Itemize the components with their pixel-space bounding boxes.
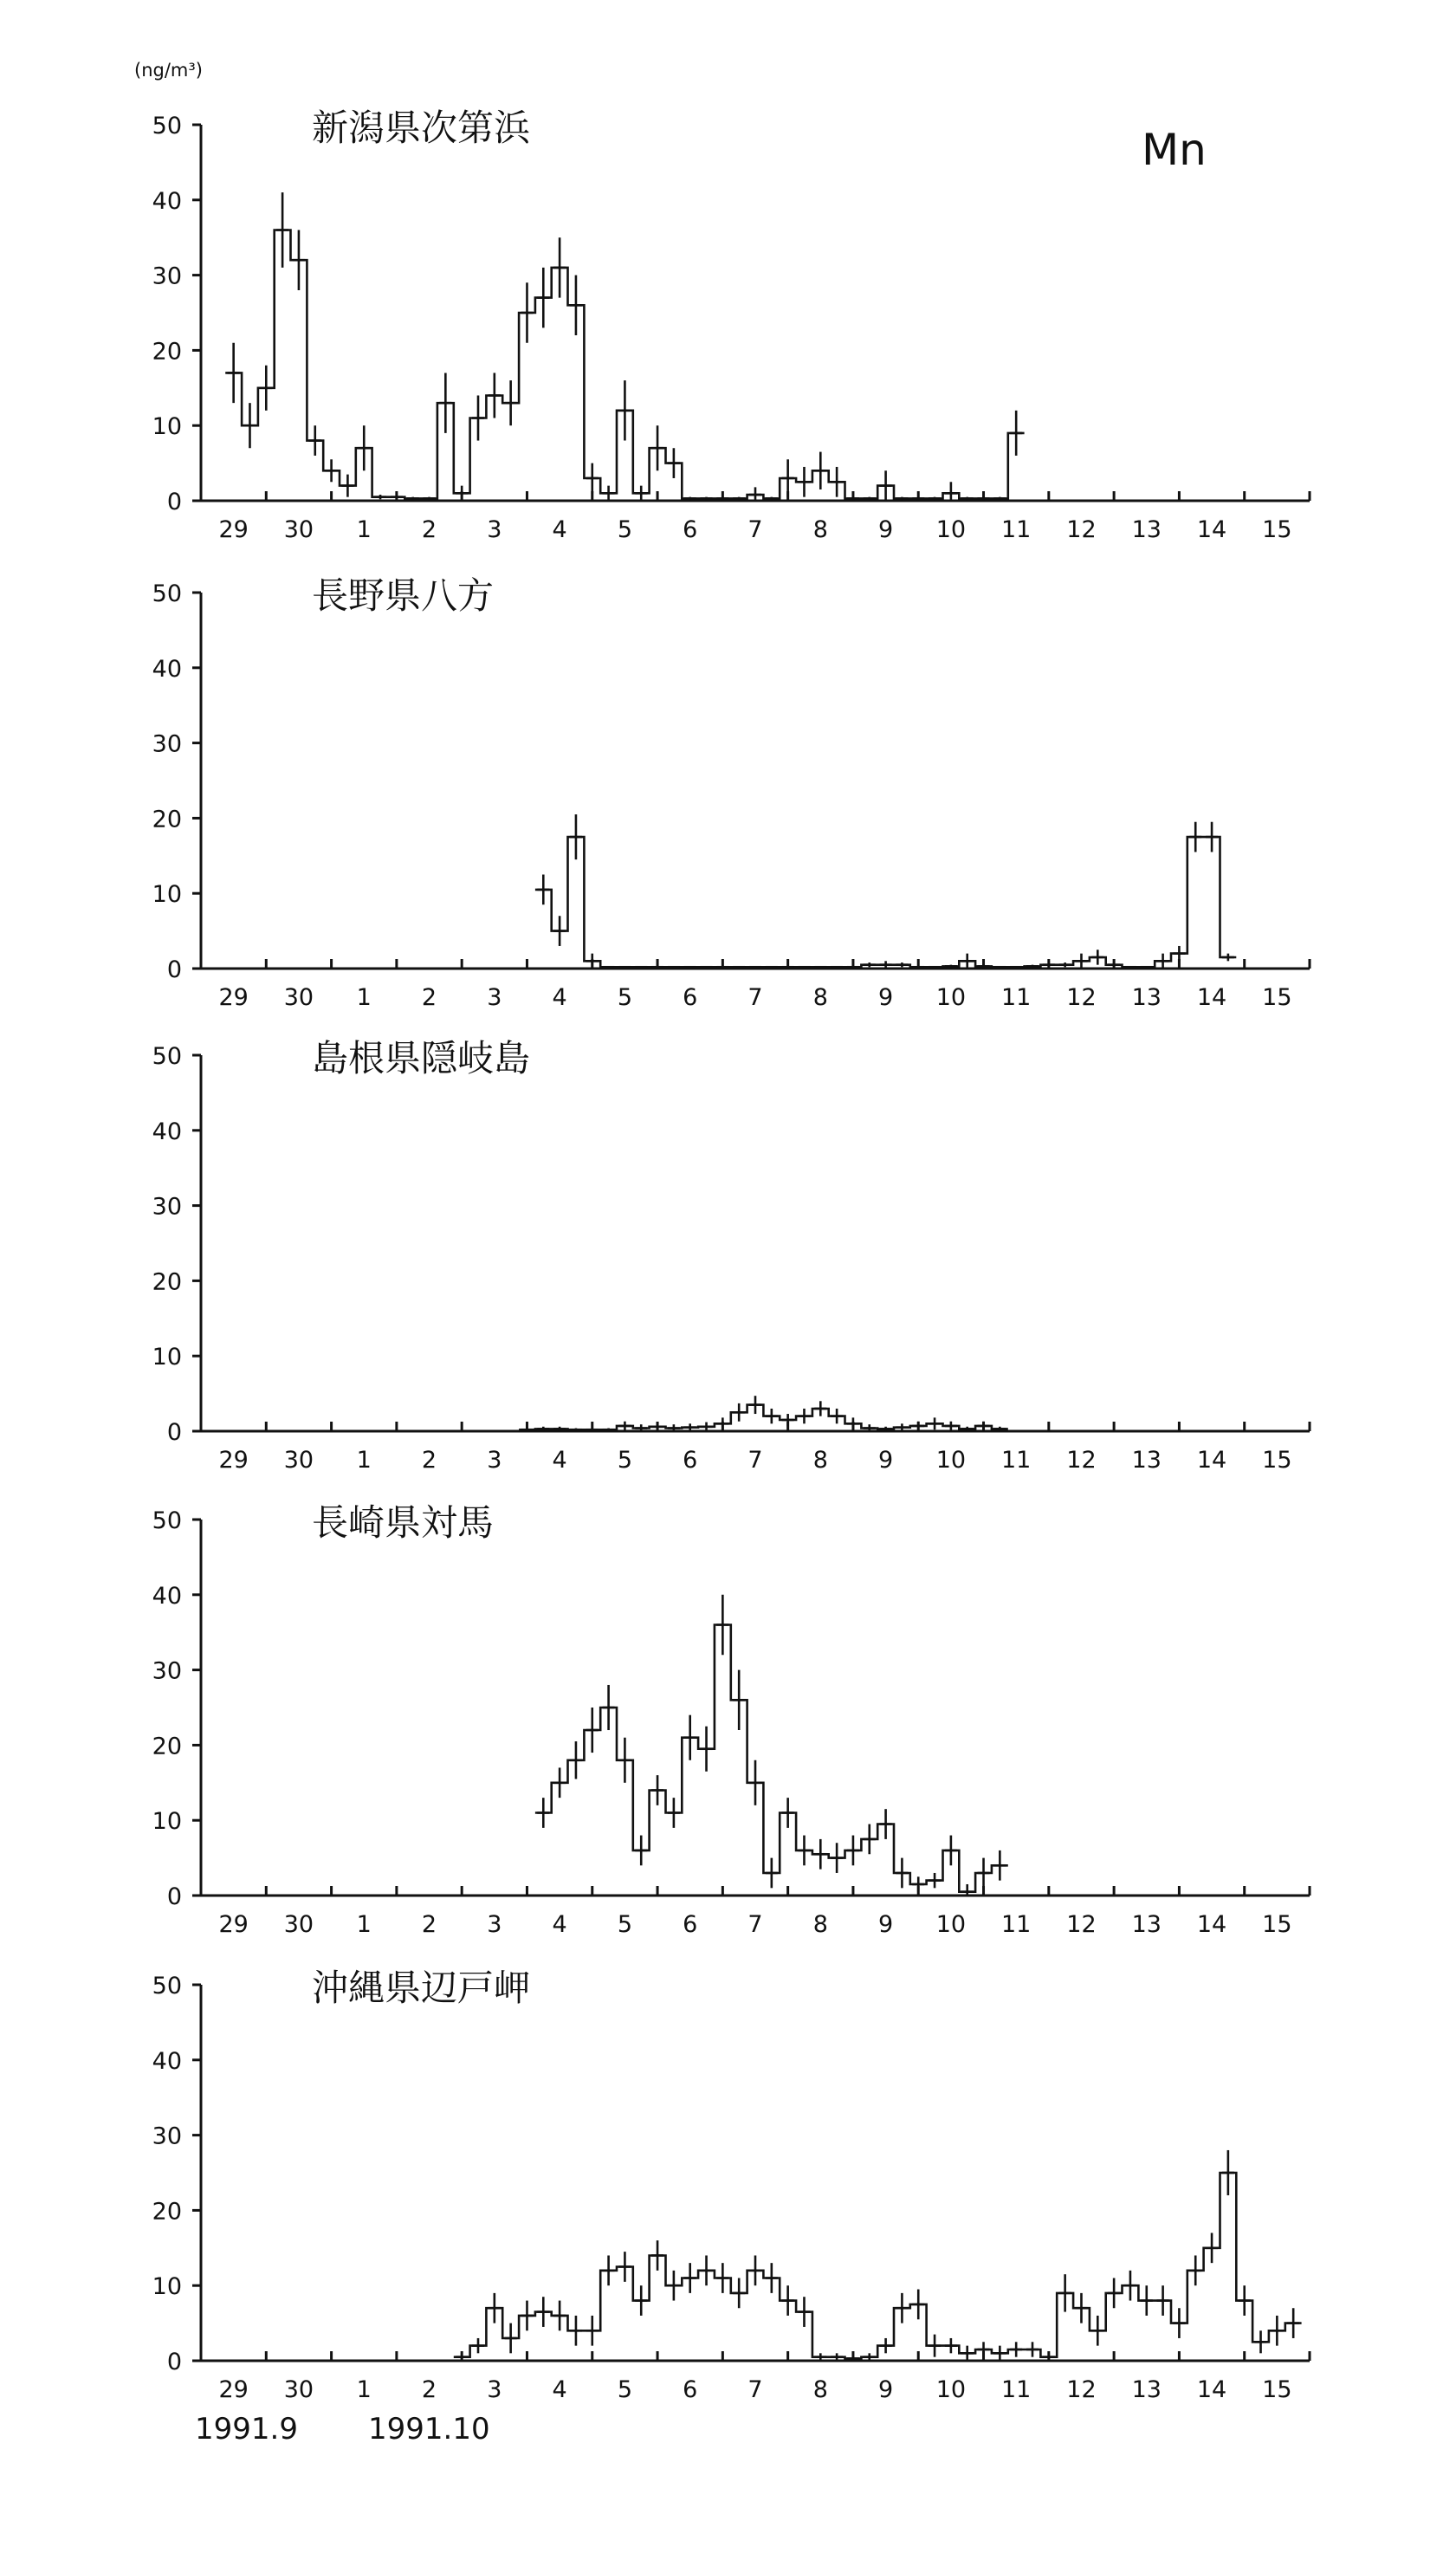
x-tick-label: 2 [421, 1911, 437, 1938]
x-tick-label: 30 [283, 984, 314, 1011]
y-tick-label: 40 [152, 1582, 182, 1610]
y-tick-label: 0 [166, 956, 182, 983]
x-tick-label: 30 [283, 1911, 314, 1938]
y-tick-label: 40 [152, 2047, 182, 2075]
x-tick-label: 7 [747, 1447, 763, 1474]
x-tick-label: 11 [1000, 516, 1032, 543]
y-tick-label: 20 [152, 1733, 182, 1760]
x-tick-label: 29 [218, 516, 249, 543]
x-tick-label: 13 [1131, 984, 1162, 1011]
x-tick-label: 13 [1131, 1911, 1162, 1938]
y-tick-label: 30 [152, 2123, 182, 2150]
y-tick-label: 0 [166, 1419, 182, 1446]
x-tick-label: 8 [812, 984, 828, 1011]
panel-2 [152, 574, 1310, 1011]
x-tick-label: 13 [1131, 1447, 1162, 1474]
x-tick-label: 10 [935, 1911, 967, 1938]
panel-4 [152, 1501, 1310, 1938]
x-tick-label: 3 [487, 984, 502, 1011]
x-tick-label: 15 [1262, 2376, 1292, 2403]
x-tick-label: 12 [1066, 984, 1097, 1011]
panel-title: 新潟県次第浜 [312, 107, 531, 149]
y-tick-label: 30 [152, 1657, 182, 1685]
x-tick-label: 11 [1000, 984, 1032, 1011]
chart-panels [152, 107, 1310, 2403]
x-tick-label: 1 [356, 2376, 372, 2403]
x-tick-label: 3 [487, 516, 502, 543]
y-tick-label: 10 [152, 413, 182, 441]
y-tick-label: 20 [152, 1268, 182, 1296]
x-tick-label: 12 [1066, 2376, 1097, 2403]
y-tick-label: 40 [152, 655, 182, 683]
x-tick-label: 29 [218, 1447, 249, 1474]
x-tick-label: 3 [487, 1911, 502, 1938]
x-tick-label: 3 [487, 2376, 502, 2403]
series-step [225, 230, 1024, 499]
x-tick-label: 9 [877, 2376, 894, 2403]
x-tick-label: 4 [552, 1447, 567, 1474]
panel-title: 長野県八方 [312, 574, 495, 617]
x-tick-label: 9 [877, 1447, 894, 1474]
x-tick-label: 2 [421, 984, 437, 1011]
x-tick-label: 9 [877, 1911, 894, 1938]
x-tick-label: 30 [283, 2376, 314, 2403]
x-tick-label: 10 [935, 984, 967, 1011]
y-tick-label: 0 [166, 489, 182, 515]
x-tick-label: 1 [356, 516, 372, 543]
x-tick-label: 4 [552, 984, 567, 1011]
x-tick-label: 14 [1196, 2376, 1227, 2403]
x-tick-label: 1 [356, 984, 372, 1011]
y-tick-label: 40 [152, 187, 182, 215]
x-tick-label: 2 [421, 516, 437, 543]
x-tick-label: 8 [812, 516, 828, 543]
series-step [535, 1625, 1008, 1892]
y-tick-label: 30 [152, 262, 182, 290]
x-tick-label: 11 [1000, 1911, 1032, 1938]
x-tick-label: 6 [683, 1911, 698, 1938]
y-tick-label: 50 [152, 1973, 182, 1999]
x-tick-label: 14 [1196, 984, 1227, 1011]
x-tick-label: 14 [1196, 1447, 1227, 1474]
x-tick-label: 8 [812, 1447, 828, 1474]
x-tick-label: 5 [617, 516, 633, 543]
x-tick-label: 14 [1196, 516, 1227, 543]
x-tick-label: 7 [747, 516, 763, 543]
panel-1 [152, 107, 1310, 543]
element-label: Mn [1142, 125, 1207, 175]
x-tick-label: 6 [683, 1447, 698, 1474]
x-tick-label: 13 [1131, 516, 1162, 543]
x-tick-label: 29 [218, 2376, 249, 2403]
x-tick-label: 9 [877, 984, 894, 1011]
panel-3 [152, 1037, 1310, 1474]
y-tick-label: 10 [152, 881, 182, 909]
x-tick-label: 29 [218, 1911, 249, 1938]
x-tick-label: 7 [747, 2376, 763, 2403]
panel-title: 島根県隠岐島 [312, 1037, 531, 1079]
x-tick-label: 1 [356, 1447, 372, 1474]
x-tick-label: 15 [1262, 1911, 1292, 1938]
y-tick-label: 20 [152, 2198, 182, 2226]
x-tick-label: 8 [812, 2376, 828, 2403]
x-tick-label: 10 [935, 2376, 967, 2403]
date-start-label: 1991.9 [195, 2412, 298, 2447]
y-tick-label: 40 [152, 1118, 182, 1145]
series-step [535, 837, 1236, 967]
x-tick-label: 5 [617, 1911, 633, 1938]
x-tick-label: 2 [421, 1447, 437, 1474]
panel-title: 沖縄県辺戸岬 [312, 1967, 531, 2009]
y-tick-label: 10 [152, 1808, 182, 1836]
x-tick-label: 15 [1262, 1447, 1292, 1474]
x-tick-label: 30 [283, 1447, 314, 1474]
x-tick-label: 29 [218, 984, 249, 1011]
x-tick-label: 5 [617, 984, 633, 1011]
x-tick-label: 30 [283, 516, 314, 543]
x-tick-label: 4 [552, 516, 567, 543]
x-tick-label: 5 [617, 2376, 633, 2403]
panel-5 [152, 1967, 1310, 2403]
y-tick-label: 30 [152, 730, 182, 758]
y-tick-label: 0 [166, 1883, 182, 1910]
y-tick-label: 50 [152, 1043, 182, 1070]
x-tick-label: 3 [487, 1447, 502, 1474]
date-next-label: 1991.10 [368, 2412, 490, 2447]
x-tick-label: 7 [747, 984, 763, 1011]
y-tick-label: 20 [152, 338, 182, 366]
x-tick-label: 12 [1066, 1911, 1097, 1938]
y-tick-label: 50 [152, 580, 182, 607]
x-tick-label: 11 [1000, 1447, 1032, 1474]
x-tick-label: 15 [1262, 984, 1292, 1011]
y-tick-label: 50 [152, 1507, 182, 1534]
x-tick-label: 6 [683, 516, 698, 543]
x-tick-label: 9 [877, 516, 894, 543]
x-tick-label: 7 [747, 1911, 763, 1938]
x-tick-label: 13 [1131, 2376, 1162, 2403]
panel-title: 長崎県対馬 [312, 1501, 495, 1544]
x-tick-label: 12 [1066, 1447, 1097, 1474]
x-tick-label: 6 [683, 984, 698, 1011]
y-tick-label: 0 [166, 2349, 182, 2375]
x-tick-label: 1 [356, 1911, 372, 1938]
y-tick-label: 10 [152, 2273, 182, 2301]
y-tick-label: 10 [152, 1344, 182, 1371]
y-tick-label: 20 [152, 806, 182, 833]
x-tick-label: 15 [1262, 516, 1292, 543]
x-tick-label: 4 [552, 2376, 567, 2403]
x-tick-label: 8 [812, 1911, 828, 1938]
y-tick-label: 30 [152, 1193, 182, 1221]
x-tick-label: 2 [421, 2376, 437, 2403]
x-tick-label: 5 [617, 1447, 633, 1474]
x-tick-label: 10 [935, 1447, 967, 1474]
x-tick-label: 12 [1066, 516, 1097, 543]
x-tick-label: 6 [683, 2376, 698, 2403]
x-tick-label: 11 [1000, 2376, 1032, 2403]
x-tick-label: 10 [935, 516, 967, 543]
x-tick-label: 4 [552, 1911, 567, 1938]
unit-label: (ng/m³) [134, 60, 203, 81]
y-tick-label: 50 [152, 113, 182, 139]
x-tick-label: 14 [1196, 1911, 1227, 1938]
